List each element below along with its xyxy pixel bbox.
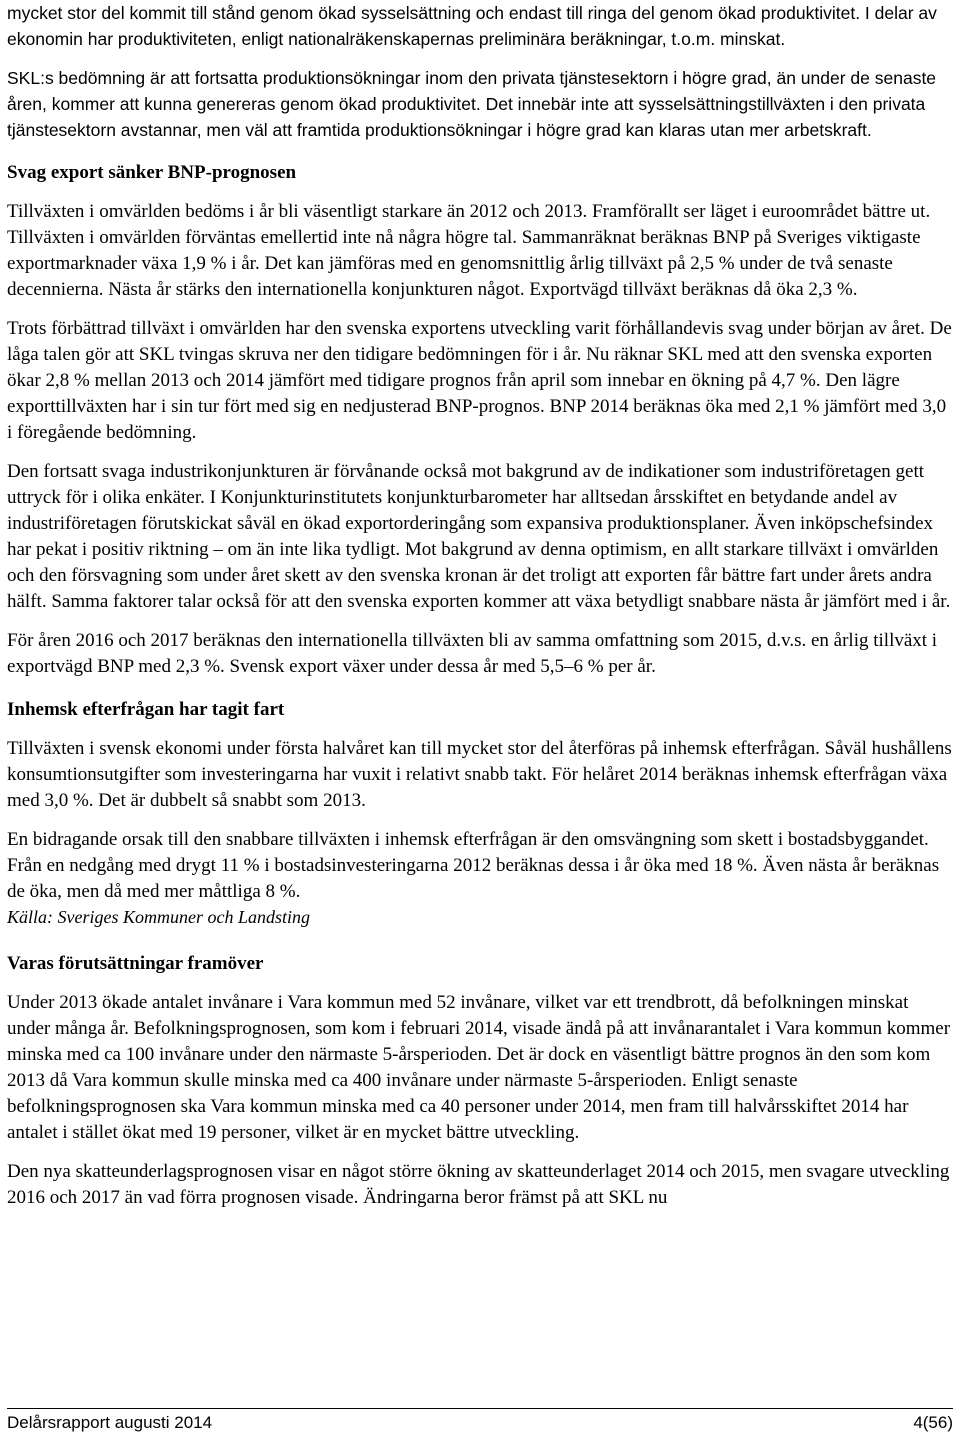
paragraph-productivity: mycket stor del kommit till stånd genom ökad sysselsättning och endast till ringa del genom ökad produktivitet. I delar av ekonomin har produktiviteten, enligt nationalräkenskapernas preliminära beräkningar, t.o.m. minskat. [7,3,937,49]
footer-page-number: 4(56) [913,1413,953,1432]
paragraph-2016-2017: För åren 2016 och 2017 beräknas den internationella tillväxten bli av samma omfattning som 2015, d.v.s. en årlig tillväxt i exportvägd BNP med 2,3 %. Svensk export växer under dessa år med 5,5–6 % per år. [7,630,938,677]
heading-domestic-demand: Inhemsk efterfrågan har tagit fart [7,699,285,720]
heading-export: Svag export sänker BNP-prognosen [7,162,297,183]
paragraph-domestic-demand: Tillväxten i svensk ekonomi under första halvåret kan till mycket stor del återföras på inhemsk efterfrågan. Såväl hushållens konsumtionsutgifter som investeringarna har vuxit i relativt snabb takt. För helåret 2014 beräknas inhemsk efterfrågan växa med 3,0 %. Det är dubbelt så snabbt som 2013. [7,738,952,811]
document-page [7,0,953,1211]
paragraph-population: Under 2013 ökade antalet invånare i Vara kommun med 52 invånare, vilket var ett trendbrott, då befolkningen minskat under många år. Befolkningsprognosen, som kom i februari 2014, visade ändå på att invånarantalet i Vara kommun kommer minska med ca 100 invånare under den närmaste 5-årsperioden. Det är dock en väsentligt bättre prognos än den som kom 2013 då Vara kommun skulle minska med ca 400 invånare under närmaste 5-årsperioden. Enligt senaste befolkningsprognosen ska Vara kommun minska med ca 40 personer under 2014, men fram till halvårsskiftet 2014 har antalet i stället ökat med 19 personer, vilket är en mycket bättre utveckling. [7,992,951,1143]
heading-vara: Varas förutsättningar framöver [7,953,264,974]
paragraph-tax-base: Den nya skatteunderlagsprognosen visar en något större ökning av skatteunderlaget 2014 och 2015, men svagare utveckling 2016 och 2017 än vad förra prognosen visade. Ändringarna beror främst på att SKL nu [7,1161,950,1208]
paragraph-skl-assessment: SKL:s bedömning är att fortsatta produktionsökningar inom den privata tjänstesektorn i högre grad, än under de senaste åren, kommer att kunna genereras genom ökad produktivitet. Det innebär inte att sysselsättningstillväxten i den privata tjänstesektorn avstannar, men väl att framtida produktionsökningar i högre grad kan klaras utan mer arbetskraft. [7,68,937,140]
paragraph-world-growth: Tillväxten i omvärlden bedöms i år bli väsentligt starkare än 2012 och 2013. Framförallt ser läget i euroområdet bättre ut. Tillväxten i omvärlden förväntas emellertid inte nå några högre tal. Sammanräknat beräknas BNP på Sveriges viktigaste exportmarknader växa 1,9 % i år. Det kan jämföras med en genomsnittlig årlig tillväxt på 2,5 % under de två senaste decennierna. Nästa år stärks den internationella konjunkturen något. Exportvägd tillväxt beräknas då öka 2,3 %. [7,201,931,300]
footer-report-title: Delårsrapport augusti 2014 [7,1413,213,1432]
paragraph-export-development: Trots förbättrad tillväxt i omvärlden har den svenska exportens utveckling varit förhållandevis svag under början av året. De låga talen gör att SKL tvingas skruva ner den tidigare bedömningen för i år. Nu räknar SKL med att den svenska exporten ökar 2,8 % mellan 2013 och 2014 jämfört med tidigare prognos från april som innebar en ökning på 4,7 %. Den lägre exporttillväxten har i sin tur fört med sig en nedjusterad BNP-prognos. BNP 2014 beräknas öka med 2,1 % jämfört med 3,0 i föregående bedömning. [7,318,952,443]
page-footer [7,1408,953,1434]
paragraph-industry: Den fortsatt svaga industrikonjunkturen är förvånande också mot bakgrund av de indikationer som industriföretagen gett uttryck för i olika enkäter. I Konjunkturinstitutets konjunkturbarometer har alltsedan årsskiftet en betydande andel av industriföretagen förutskickat såväl en ökad exportorderingång som expansiva produktionsplaner. Även inköpschefsindex har pekat i positiv riktning – om än inte lika tydligt. Mot bakgrund av denna optimism, en allt starkare tillväxt i omvärlden och den försvagning som under året skett av den svenska kronan är det troligt att exporten får bättre fart under årets andra hälft. Samma faktorer talar också för att den svenska exporten kommer att växa betydligt snabbare nästa år jämfört med i år. [7,461,951,612]
paragraph-housing: En bidragande orsak till den snabbare tillväxten i inhemsk efterfrågan är den omsvängning som skett i bostadsbyggandet. Från en nedgång med drygt 11 % i bostadsinvesteringarna 2012 beräknas dessa i år öka med 18 %. Även nästa år beräknas de öka, men då med mer måttliga 8 %. [7,829,940,902]
source-note: Källa: Sveriges Kommuner och Landsting [7,907,310,927]
